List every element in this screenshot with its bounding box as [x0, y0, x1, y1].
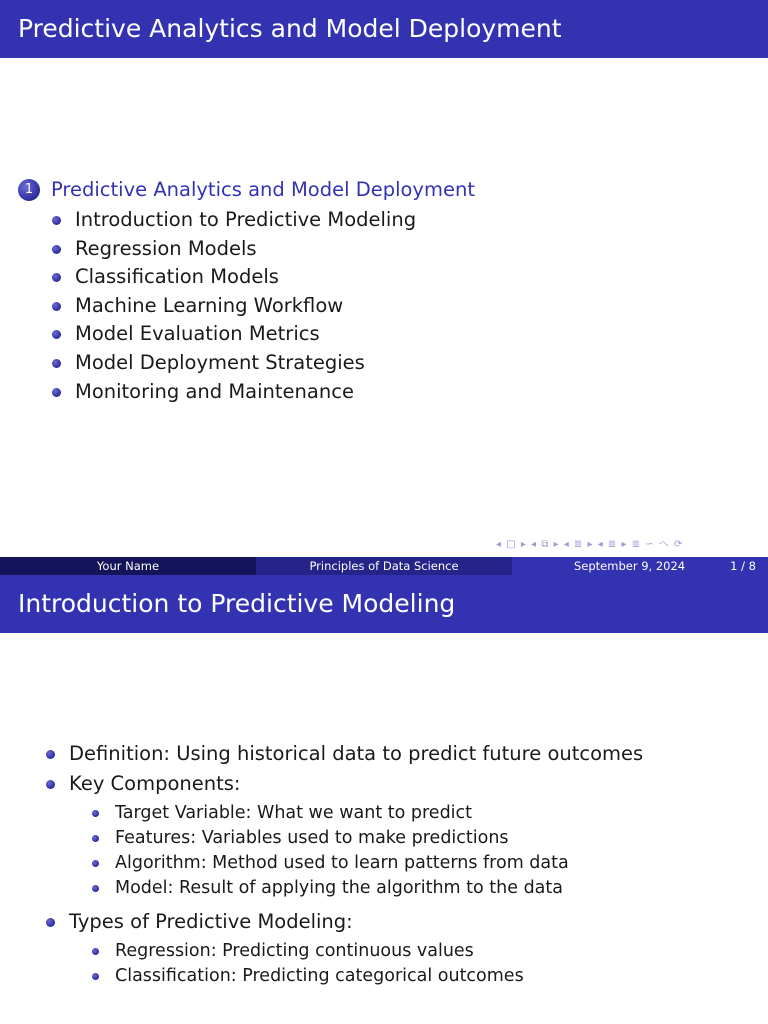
sub-list-item	[92, 939, 643, 964]
list-item	[46, 769, 643, 901]
bullet-icon	[46, 918, 55, 927]
bullet-icon	[52, 330, 61, 339]
list-item-text: Definition: Using historical data to predict future outcomes	[69, 742, 644, 765]
sub-list-item-text: Algorithm: Method used to learn patterns from data	[115, 853, 569, 873]
toc-subsection-item[interactable]	[52, 292, 416, 321]
sub-list-item	[92, 964, 643, 989]
toc-subsection-label: Machine Learning Workflow	[75, 293, 344, 317]
toc-subsection-label: Introduction to Predictive Modeling	[75, 208, 417, 231]
section-title-link[interactable]: Predictive Analytics and Model Deployment	[51, 178, 475, 201]
content-bullet-list	[46, 739, 643, 995]
sub-bullet-icon	[92, 860, 99, 867]
sub-bullet-icon	[92, 885, 99, 892]
footer-page-number: 1 / 8	[730, 559, 756, 573]
bullet-icon	[52, 273, 61, 282]
slide-2	[0, 575, 768, 1024]
toc-subsection-item[interactable]	[52, 378, 416, 407]
bullet-icon	[46, 780, 55, 789]
beamer-navigation-icons[interactable]: ◂ □ ▸ ◂ ⧉ ▸ ◂ ≣ ▸ ◂ ≣ ▸ ≣ ∽ へ ⟳	[496, 539, 684, 550]
sub-list-item	[92, 826, 643, 851]
toc-subsection-label: Regression Models	[75, 236, 257, 260]
toc-subsection-item[interactable]	[52, 349, 416, 378]
bullet-icon	[52, 216, 61, 225]
sub-list-item-text: Target Variable: What we want to predict	[115, 803, 473, 823]
sub-bullet-icon	[92, 948, 99, 955]
sub-list-item	[92, 851, 643, 876]
slide-footer	[0, 557, 768, 575]
toc-subsection-label: Monitoring and Maintenance	[75, 379, 354, 403]
sub-list-item-text: Features: Variables used to make predictions	[115, 828, 509, 848]
toc-subsection-label: Model Evaluation Metrics	[75, 322, 320, 346]
slide-1-title: Predictive Analytics and Model Deployment	[18, 14, 562, 43]
sub-list-item	[92, 801, 643, 826]
section-number-badge: 1	[18, 179, 40, 201]
sub-bullet-icon	[92, 810, 99, 817]
bullet-icon	[52, 388, 61, 397]
footer-presentation-title: Principles of Data Science	[256, 557, 512, 575]
slide-2-title-bar	[0, 575, 768, 633]
sub-bullet-icon	[92, 835, 99, 842]
bullet-icon	[52, 245, 61, 254]
sub-list-item	[92, 876, 643, 901]
sub-bullet-list	[69, 939, 643, 989]
toc-subsection-item[interactable]	[52, 235, 416, 264]
toc-subsection-list	[52, 206, 416, 406]
sub-bullet-list	[69, 801, 643, 901]
sub-list-item-text: Classification: Predicting categorical outcomes	[115, 966, 524, 986]
sub-list-item-text: Model: Result of applying the algorithm to the data	[115, 878, 563, 898]
list-item-text: Key Components:	[69, 772, 241, 795]
list-item-text: Types of Predictive Modeling:	[69, 910, 353, 933]
footer-author: Your Name	[0, 557, 256, 575]
footer-date-page	[512, 557, 768, 575]
slide-2-title: Introduction to Predictive Modeling	[18, 589, 456, 618]
bullet-icon	[52, 302, 61, 311]
sub-bullet-icon	[92, 973, 99, 980]
bullet-icon	[52, 359, 61, 368]
list-item	[46, 739, 643, 769]
list-item	[46, 907, 643, 989]
toc-subsection-label: Model Deployment Strategies	[75, 350, 365, 374]
toc-subsection-item[interactable]	[52, 263, 416, 292]
slide-1-title-bar	[0, 0, 768, 58]
sub-list-item-text: Regression: Predicting continuous values	[115, 941, 474, 961]
footer-date: September 9, 2024	[574, 559, 686, 573]
toc-subsection-item[interactable]	[52, 206, 416, 235]
toc-subsection-item[interactable]	[52, 320, 416, 349]
toc-subsection-label: Classification Models	[75, 265, 279, 289]
toc-section[interactable]	[18, 178, 475, 202]
bullet-icon	[46, 750, 55, 759]
